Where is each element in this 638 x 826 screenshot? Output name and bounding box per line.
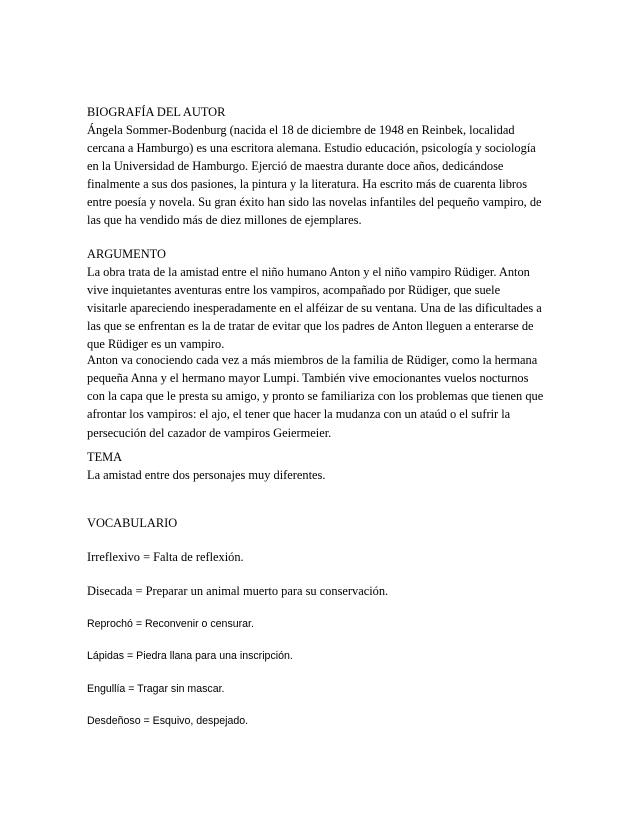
vocab-item: Desdeñoso = Esquivo, despejado.	[87, 715, 249, 727]
arg-line: que Rüdiger es un vampiro.	[87, 337, 225, 351]
bio-line: entre poesía y novela. Su gran éxito han sido las novelas infantiles del pequeño vampiro, de	[87, 195, 542, 209]
vocab-item: Irreflexivo = Falta de reflexión.	[87, 550, 244, 564]
arg-heading: ARGUMENTO	[87, 247, 166, 261]
bio-line: cercana a Hamburgo) es una escritora alemana. Estudio educación, psicología y sociología	[87, 141, 536, 155]
vocab-item: Reprochó = Reconvenir o censurar.	[87, 618, 254, 630]
tema-line: La amistad entre dos personajes muy diferentes.	[87, 468, 326, 482]
vocab-item: Lápidas = Piedra llana para una inscripción.	[87, 650, 293, 662]
arg-line: afrontar los vampiros: el ajo, el tener que hacer la mudanza con un ataúd o el sufrir la	[87, 407, 511, 421]
bio-line: las que ha vendido más de diez millones de ejemplares.	[87, 213, 362, 227]
arg-line: persecución del cazador de vampiros Geiermeier.	[87, 426, 332, 440]
vocab-heading: VOCABULARIO	[87, 516, 178, 530]
arg-line: La obra trata de la amistad entre el niño humano Anton y el niño vampiro Rüdiger. Anton	[87, 265, 530, 279]
arg-line: pequeña Anna y el hermano mayor Lumpi. También vive emocionantes vuelos nocturnos	[87, 371, 529, 385]
tema-heading: TEMA	[87, 450, 123, 464]
arg-line: las que se enfrentan es la de tratar de evitar que los padres de Anton lleguen a enterarse de	[87, 319, 534, 333]
bio-line: Ángela Sommer-Bodenburg (nacida el 18 de diciembre de 1948 en Reinbek, localidad	[87, 123, 515, 137]
vocab-item: Engullía = Tragar sin mascar.	[87, 683, 225, 695]
bio-heading: BIOGRAFÍA DEL AUTOR	[87, 105, 226, 119]
arg-line: vive inquietantes aventuras entre los vampiros, acompañado por Rüdiger, que suele	[87, 283, 501, 297]
bio-line: finalmente a sus dos pasiones, la pintura y la literatura. Ha escrito más de cuarenta libros	[87, 177, 528, 191]
arg-line: Anton va conociendo cada vez a más miembros de la familia de Rüdiger, como la hermana	[87, 353, 538, 367]
vocab-item: Disecada = Preparar un animal muerto para su conservación.	[87, 584, 389, 598]
bio-line: en la Universidad de Hamburgo. Ejerció de maestra durante doce años, dedicándose	[87, 159, 504, 173]
arg-line: visitarle apareciendo inesperadamente en el alféizar de su ventana. Una de las dificultades a	[87, 301, 542, 315]
arg-line: con la capa que le presta su amigo, y pronto se familiariza con los problemas que tienen que	[87, 389, 544, 403]
